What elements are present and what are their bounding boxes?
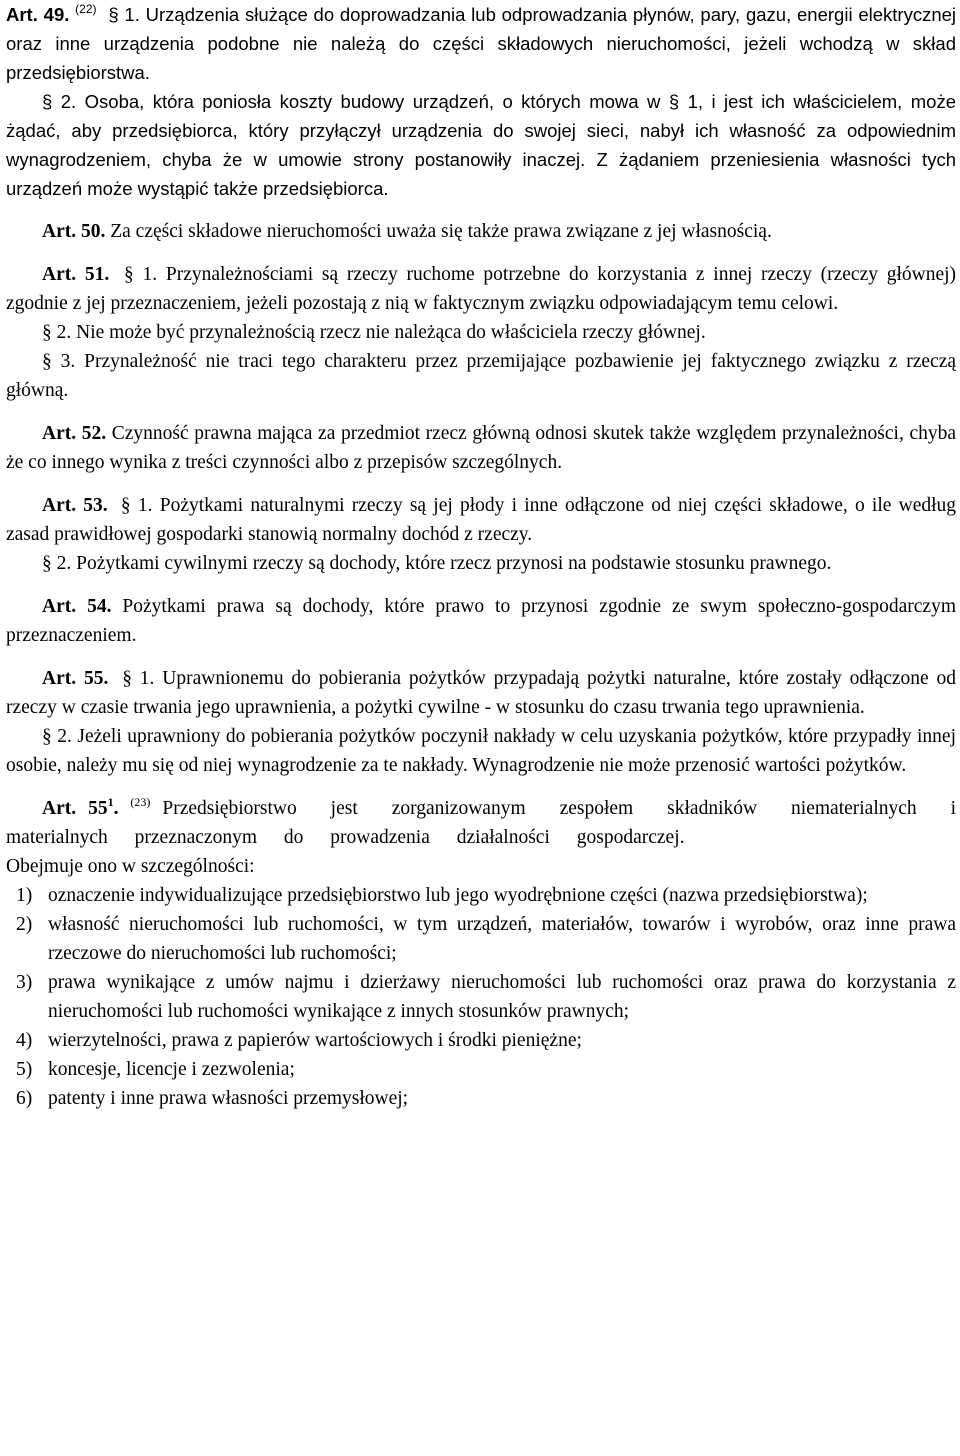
list-item-text: patenty i inne prawa własności przemysłowej; bbox=[48, 1088, 409, 1109]
paragraph-text: Za części składowe nieruchomości uważa się także prawa związane z jej własnością. bbox=[110, 221, 772, 242]
footnote-ref: (22) bbox=[75, 2, 97, 16]
list-item-number: 3) bbox=[16, 972, 33, 993]
article-label: Art. 55. bbox=[42, 668, 109, 689]
paragraph-text: Pożytkami cywilnymi rzeczy są dochody, które rzecz przynosi na podstawie stosunku prawnego. bbox=[76, 553, 832, 574]
paragraph-text: Uprawnionemu do pobierania pożytków przypadają pożytki naturalne, które zostały odłączone od rzeczy w czasie trwania jego uprawnienia, a pożytki cywilne - w stosunku do czasu trwania tego uprawnienia. bbox=[6, 668, 957, 718]
section-sign: § bbox=[42, 351, 52, 372]
article-label bbox=[42, 795, 119, 819]
art54-paragraph bbox=[6, 592, 956, 650]
footnote-ref: (23) bbox=[130, 795, 151, 809]
list-item-text: koncesje, licencje i zezwolenia; bbox=[48, 1059, 295, 1080]
art55-1-paragraph bbox=[6, 794, 956, 852]
paragraph-text: Przedsiębiorstwo jest zorganizowanym zespołem składników niematerialnych i materialnych przeznaczonym do prowadzenia działalności gospodarczej. bbox=[6, 798, 957, 848]
section-sign: § bbox=[42, 726, 52, 747]
list-item-number: 2) bbox=[16, 914, 33, 935]
paragraph-text: Urządzenia służące do doprowadzania lub odprowadzania płynów, pary, gazu, energii elektrycznej oraz inne urządzenia podobne nie należą do części składowych nieruchomości, jeżeli wchodzą w skład przedsiębiorstwa. bbox=[6, 4, 957, 83]
paragraph-text: Czynność prawna mająca za przedmiot rzecz główną odnosi skutek także względem przynależności, chyba że co innego wynika z treści czynności albo z przepisów szczególnych. bbox=[6, 423, 957, 473]
art51-paragraph-1 bbox=[6, 260, 956, 318]
art49-paragraph-1 bbox=[6, 0, 956, 87]
list-item-text: oznaczenie indywidualizujące przedsiębiorstwo lub jego wyodrębnione części (nazwa przedsiębiorstwa); bbox=[48, 885, 868, 906]
list-item-number: 6) bbox=[16, 1088, 33, 1109]
section-sign: § bbox=[120, 495, 131, 516]
article-label-text: Art. 55 bbox=[42, 798, 108, 819]
art49-paragraph-2 bbox=[6, 87, 956, 203]
art53-paragraph-2 bbox=[6, 549, 956, 578]
art52-paragraph bbox=[6, 419, 956, 477]
article-superscript: 1 bbox=[107, 795, 114, 809]
section-number: 2. bbox=[56, 322, 72, 343]
article-label: Art. 52. bbox=[42, 423, 107, 444]
list-item-text: prawa wynikające z umów najmu i dzierżawy nieruchomości lub ruchomości oraz prawa do korzystania z nieruchomości lub ruchomości wynikające z innych stosunków prawnych; bbox=[48, 972, 956, 1022]
article-label: Art. 51. bbox=[42, 264, 110, 285]
section-number: 1. bbox=[139, 668, 155, 689]
list-item bbox=[6, 1055, 956, 1084]
section-number: 1. bbox=[124, 4, 140, 25]
art51-paragraph-2 bbox=[6, 318, 956, 347]
section-number: 2. bbox=[57, 726, 72, 747]
list-item bbox=[6, 881, 956, 910]
list-item-number: 5) bbox=[16, 1059, 33, 1080]
paragraph-text: Przynależnościami są rzeczy ruchome potrzebne do korzystania z innej rzeczy (rzeczy głównej) zgodnie z jej przeznaczeniem, jeżeli pozostają z nią w faktycznym związku odpowiadającym temu celowi. bbox=[6, 264, 957, 314]
list-item bbox=[6, 1026, 956, 1055]
paragraph-text: Pożytkami prawa są dochody, które prawo to przynosi zgodnie ze swym społeczno-gospodarczym przeznaczeniem. bbox=[6, 596, 957, 646]
article-label: Art. 50. bbox=[42, 221, 106, 242]
enumeration-list bbox=[6, 881, 956, 1113]
paragraph-text: Nie może być przynależnością rzecz nie należąca do właściciela rzeczy głównej. bbox=[76, 322, 706, 343]
section-sign: § bbox=[42, 91, 53, 112]
list-item-text: własność nieruchomości lub ruchomości, w tym urządzeń, materiałów, towarów i wyrobów, oraz inne prawa rzeczowe do nieruchomości lub ruchomości; bbox=[48, 914, 956, 964]
list-item-number: 1) bbox=[16, 885, 33, 906]
list-intro: Obejmuje ono w szczególności: bbox=[6, 856, 255, 877]
paragraph-text: Osoba, która poniosła koszty budowy urządzeń, o których mowa w § 1, i jest ich właścicielem, może żądać, aby przedsiębiorca, który przyłączył urządzenia do swojej sieci, nabył ich własność za odpowiednim wynagrodzeniem, chyba że w umowie strony postanowiły inaczej. bbox=[6, 91, 957, 170]
list-item bbox=[6, 1084, 956, 1113]
art55-paragraph-2 bbox=[6, 722, 956, 780]
paragraph-text: Przynależność nie traci tego charakteru przez przemijające pozbawienie jej faktycznego związku z rzeczą główną. bbox=[6, 351, 957, 401]
section-sign: § bbox=[42, 322, 52, 343]
paragraph-text-continued: Z żądaniem przeniesienia własności tych urządzeń może wystąpić także przedsiębiorca. bbox=[6, 149, 956, 199]
article-label: Art. 54. bbox=[42, 596, 112, 617]
article-label: Art. 53. bbox=[42, 495, 108, 516]
paragraph-text: Pożytkami naturalnymi rzeczy są jej płody i inne odłączone od niej części składowe, o ile według zasad prawidłowej gospodarki stanowią normalny dochód z rzeczy. bbox=[6, 495, 957, 545]
section-sign: § bbox=[123, 264, 134, 285]
art55-paragraph-1 bbox=[6, 664, 956, 722]
section-sign: § bbox=[108, 4, 119, 25]
section-sign: § bbox=[122, 668, 132, 689]
list-item-text: wierzytelności, prawa z papierów wartościowych i środki pieniężne; bbox=[48, 1030, 582, 1051]
section-number: 1. bbox=[137, 495, 153, 516]
list-item-number: 4) bbox=[16, 1030, 33, 1051]
section-sign: § bbox=[42, 553, 52, 574]
list-item bbox=[6, 910, 956, 968]
article-label: Art. 49. bbox=[6, 4, 70, 25]
paragraph-text: Jeżeli uprawniony do pobierania pożytków poczynił nakłady w celu uzyskania pożytków, które przypadły innej osobie, należy mu się od niej wynagrodzenie za te nakłady. Wynagrodzenie nie może przenosić wartości pożytków. bbox=[6, 726, 957, 776]
art53-paragraph-1 bbox=[6, 491, 956, 549]
art50-paragraph bbox=[6, 217, 956, 246]
document-page bbox=[6, 0, 956, 1113]
section-number: 2. bbox=[60, 91, 77, 112]
art51-paragraph-3 bbox=[6, 347, 956, 405]
section-number: 3. bbox=[60, 351, 76, 372]
list-item bbox=[6, 968, 956, 1026]
article-label-dot: . bbox=[113, 798, 119, 819]
section-number: 2. bbox=[56, 553, 72, 574]
section-number: 1. bbox=[142, 264, 158, 285]
